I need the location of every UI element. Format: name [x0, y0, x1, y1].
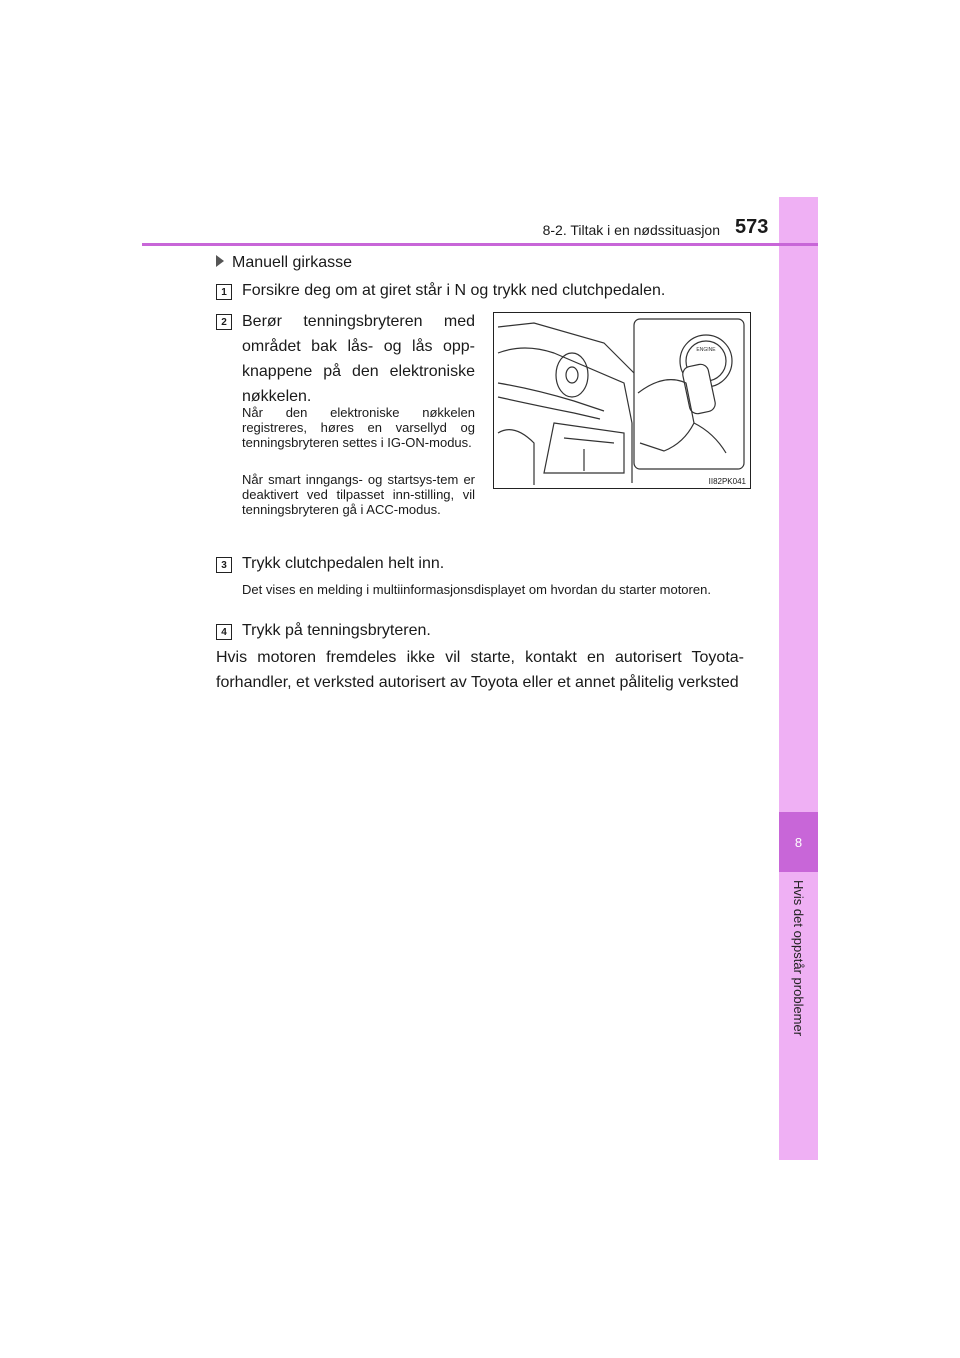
header-rule	[142, 243, 818, 246]
chapter-number-tab	[779, 812, 818, 872]
step-2-badge	[216, 314, 232, 330]
step-2-note-2: Når smart inngangs- og startsys-tem er deaktivert ved tilpasset inn-stilling, vil tenningsbryteren gå i ACC-modus.	[242, 472, 475, 517]
step-number: 3	[221, 559, 227, 571]
chapter-number: 8	[794, 834, 803, 850]
triangle-bullet-icon	[216, 255, 224, 267]
step-4-text: Trykk på tenningsbryteren.	[242, 622, 431, 639]
step-1-text: Forsikre deg om at giret står i N og trykk ned clutchpedalen.	[242, 282, 666, 299]
step-number: 2	[221, 316, 227, 328]
step-number: 1	[221, 286, 227, 298]
key-touch-illustration	[493, 312, 751, 489]
chapter-title: Hvis det oppstår problemer	[791, 880, 806, 1037]
section-title: 8-2. Tiltak i en nødssituasjon	[542, 222, 720, 238]
page-number: 573	[735, 216, 769, 238]
step-1-badge	[216, 284, 232, 300]
figure-code: II82PK041	[708, 477, 746, 486]
closing-paragraph: Hvis motoren fremdeles ikke vil starte, kontakt en autorisert Toyota-forhandler, et verksted autorisert av Toyota eller et annet pålitelig verksted	[216, 649, 744, 691]
step-3-badge	[216, 557, 232, 573]
step-number: 4	[221, 626, 227, 638]
step-4-badge	[216, 624, 232, 640]
subheading-text: Manuell girkasse	[232, 254, 353, 271]
subheading	[216, 254, 352, 272]
step-3-text: Trykk clutchpedalen helt inn.	[242, 555, 445, 572]
step-2-text: Berør tenningsbryteren med området bak lås- og lås opp-knappene på den elektroniske nøkkelen.	[242, 313, 475, 405]
step-2-note-1: Når den elektroniske nøkkelen registreres, høres en varsellyd og tenningsbryteren settes i IG-ON-modus.	[242, 405, 475, 450]
car-interior-illustration	[494, 313, 750, 488]
step-3-note: Det vises en melding i multiinformasjonsdisplayet om hvordan du starter motoren.	[242, 582, 711, 597]
engine-button-label: ENGINE	[696, 347, 716, 353]
